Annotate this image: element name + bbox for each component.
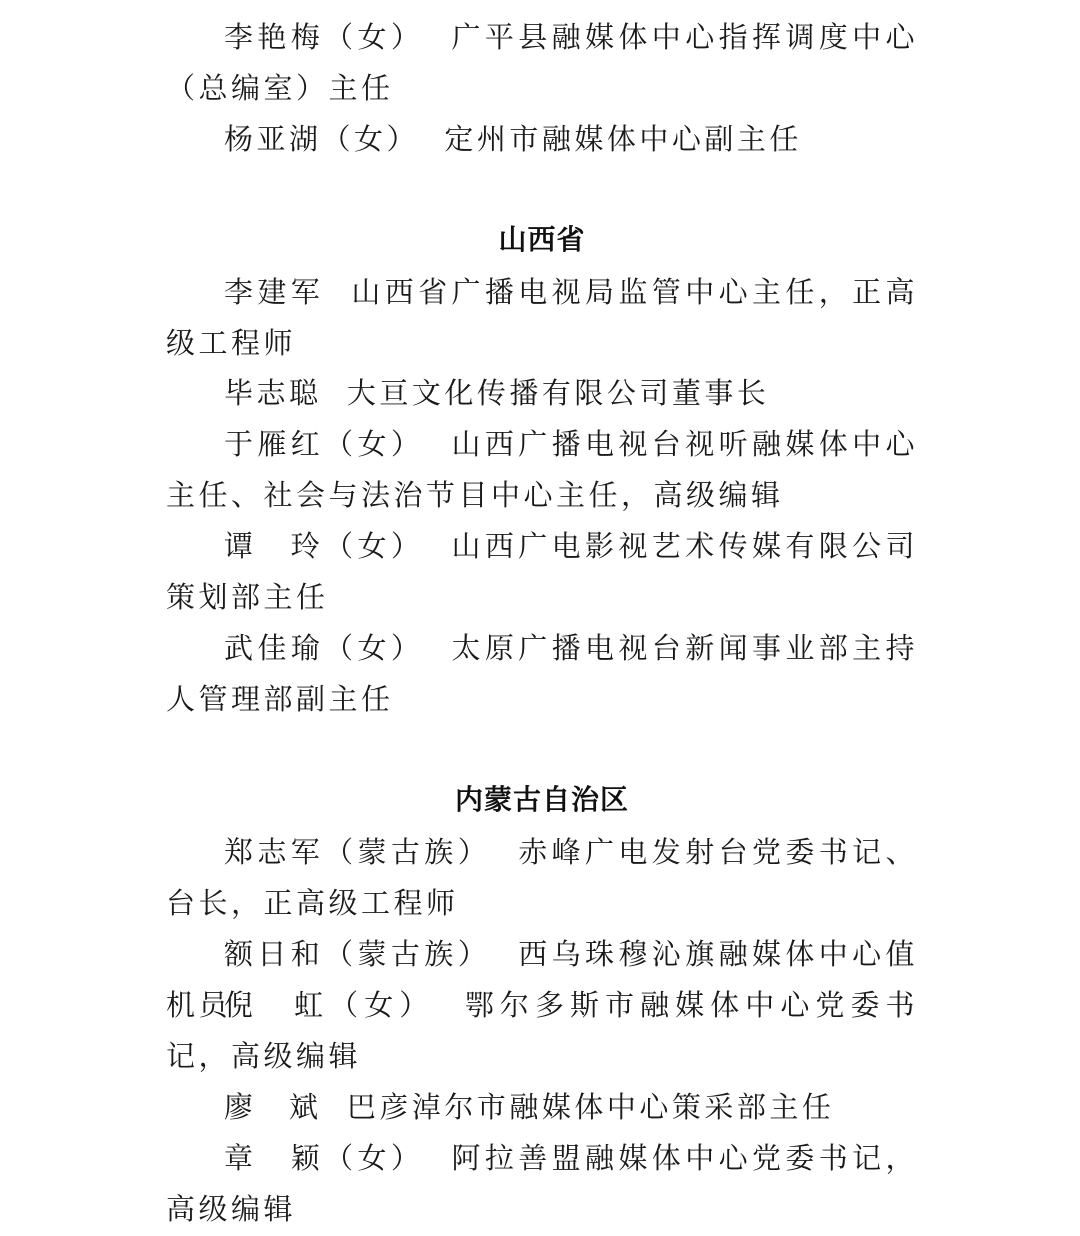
person-entry: 杨亚湖（女） 定州市融媒体中心副主任 [224,122,802,156]
person-entry: 谭 玲（女） 山西广电影视艺术传媒有限公司策划部主任 [166,529,918,614]
person-entry: 廖 斌 巴彦淖尔市融媒体中心策采部主任 [224,1090,835,1124]
person-entry: 于雁红（女） 山西广播电视台视听融媒体中心主任、社会与法治节目中心主任，高级编辑 [166,427,918,512]
person-entry: 毕志聪 大亘文化传播有限公司董事长 [224,376,770,410]
person-entry: 章 颖（女） 阿拉善盟融媒体中心党委书记，高级编辑 [166,1141,918,1226]
person-entry: 李建军 山西省广播电视局监管中心主任，正高级工程师 [166,275,918,360]
person-entry: 倪 虹（女） 鄂尔多斯市融媒体中心党委书记，高级编辑 [166,988,918,1073]
section-heading-shanxi: 山西省 [498,223,586,256]
person-entry: 李艳梅（女） 广平县融媒体中心指挥调度中心（总编室）主任 [166,20,918,105]
section-heading-inner-mongolia: 内蒙古自治区 [454,783,629,816]
person-entry: 武佳瑜（女） 太原广播电视台新闻事业部主持人管理部副主任 [166,631,918,716]
person-entry: 额日和（蒙古族） 西乌珠穆沁旗融媒体中心值机员 [166,937,918,1022]
person-entry: 郑志军（蒙古族） 赤峰广电发射台党委书记、台长，正高级工程师 [166,835,918,920]
